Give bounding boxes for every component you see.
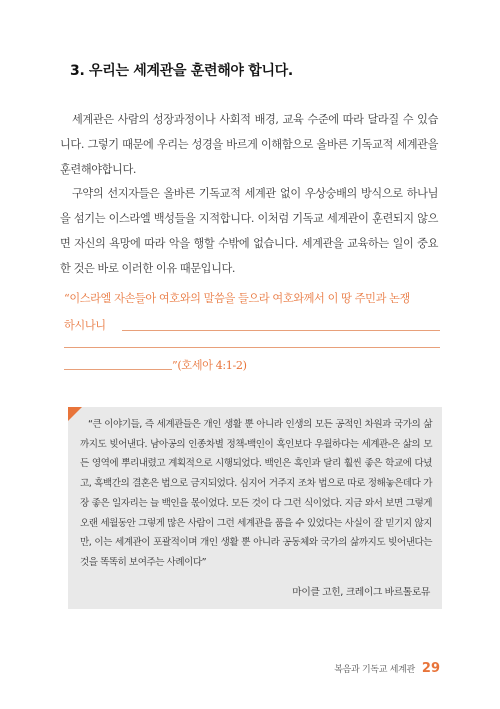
- bible-verse-fill-in: [64, 290, 440, 398]
- quote-paragraph: “큰 이야기들, 즉 세계관들은 개인 생활 뿐 아니라 인생의 모든 공적인 차원과 국가의 삶까지도 빚어낸다. 남아공의 인종차별 정책-백인이 흑인보다 우월하다는 세계관-은 삶의 모든 영역에 뿌리내렸고 계획적으로 시행되었다. 백인은 흑인과 달리 훨씬 좋은 학교에 다녔고, 흑백간의 결혼은 법으로 금지되었다. 심지어 거주지 조차 법으로 따로 정해놓은데다 가장 좋은 일자리는 늘 백인을 몫이었다. 모든 것이 다 그런 식이었다. 지금 와서 보면 그렇게 오랜 세월동안 그렇게 많은 사람이 그런 세계관을 품을 수 있었다는 사실이 잘 믿기지 않지만, 이는 세계관이 포괄적이며 개인 생활 뿐 아니라 공동체와 국가의 삶까지도 빚어낸다는 것을 똑똑히 보여주는 사례이다”: [80, 419, 432, 568]
- verse-line-2: 하시나니: [64, 319, 106, 332]
- quote-box: [68, 407, 442, 609]
- book-title: 복음과 기독교 세계관: [334, 665, 415, 675]
- paragraph: 세계관은 사람의 성장과정이나 사회적 배경, 교육 수준에 따라 달라질 수 있습니다. 그렇기 때문에 우리는 성경을 바르게 이해함으로 올바른 기독교적 세계관을 훈련해야합니다.: [60, 113, 438, 176]
- verse-row-2: [64, 317, 440, 344]
- body-text: [60, 108, 438, 282]
- paragraph: 구약의 선지자들은 올바른 기독교적 세계관 없이 우상숭배의 방식으로 하나님을 섬기는 이스라엘 백성들을 지적합니다. 이처럼 기독교 세계관이 훈련되지 않으면 자신의 욕망에 따라 악을 행할 수밖에 없습니다. 세계관을 교육하는 일이 중요한 것은 바로 이러한 이유 때문입니다.: [60, 187, 438, 275]
- verse-line-1: “이스라엘 자손들아 여호와의 말씀을 들으라 여호와께서 이 땅 주민과 논쟁: [64, 292, 410, 305]
- blank-line[interactable]: [64, 347, 440, 348]
- section-heading: 3. 우리는 세계관을 훈련해야 합니다.: [70, 63, 293, 79]
- verse-row-4: [64, 359, 440, 398]
- blank-line[interactable]: [122, 330, 440, 331]
- verse-reference: ”(호세아 4:1-2): [172, 359, 247, 372]
- page-number: 29: [421, 661, 440, 676]
- page-footer: [334, 661, 440, 676]
- blank-line[interactable]: [64, 369, 172, 370]
- quote-author: 마이클 고힌, 크레이그 바르톨로뮤: [292, 587, 430, 598]
- verse-row-3: [64, 344, 440, 371]
- quote-text: [80, 415, 432, 573]
- verse-row-1: [64, 290, 440, 317]
